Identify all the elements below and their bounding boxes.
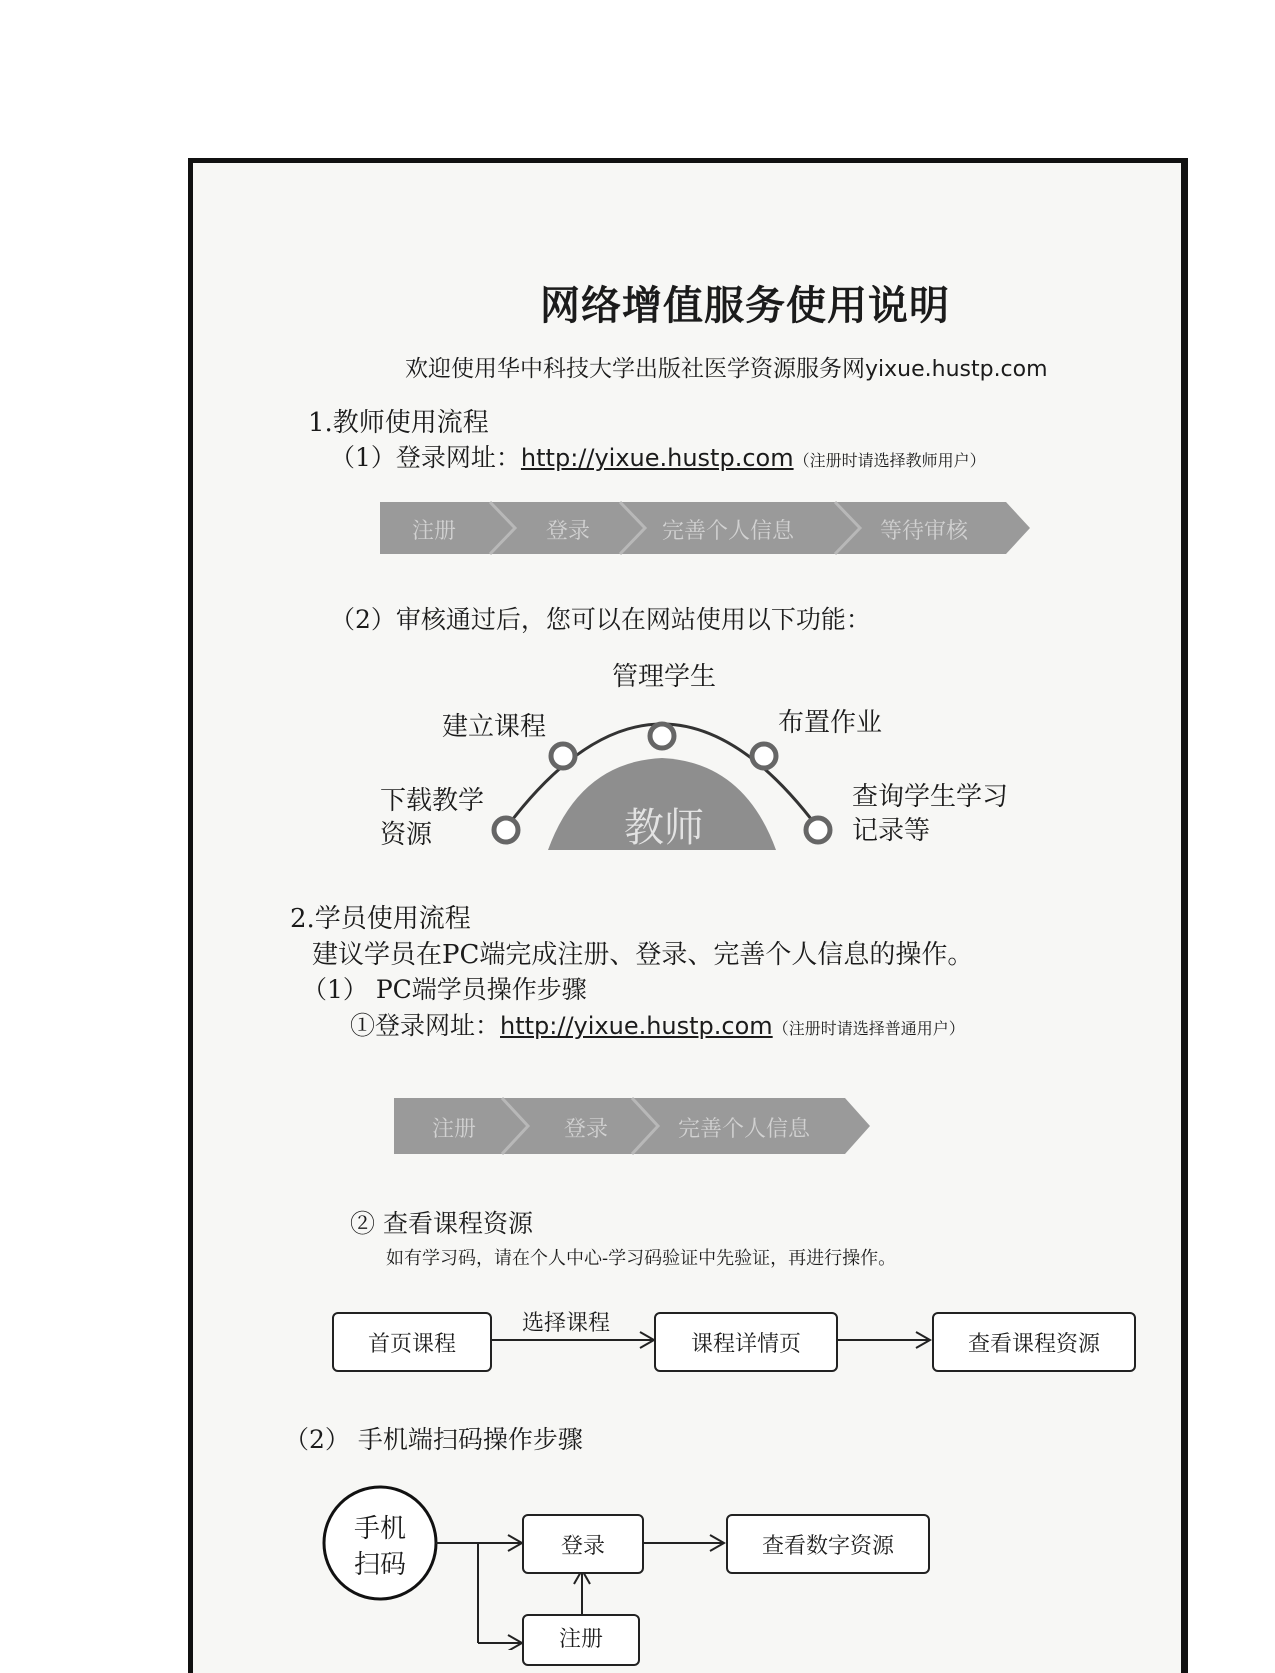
student-heading: 2.学员使用流程	[290, 904, 471, 934]
box-course-detail: 课程详情页	[654, 1312, 838, 1372]
scan-label-line1: 手机	[354, 1514, 407, 1544]
func-manage-students: 管理学生	[612, 662, 717, 692]
teacher-step1-note: （注册时请选择教师用户）	[793, 451, 986, 470]
box-view-digital-resources: 查看数字资源	[726, 1514, 930, 1574]
student-flow-step-login: 登录	[564, 1117, 609, 1142]
student-pc-step1	[350, 1006, 965, 1042]
student-flow-step-register: 注册	[432, 1117, 477, 1142]
teacher-center-label: 教师	[624, 805, 704, 851]
scan-label-line2: 扫码	[354, 1550, 407, 1580]
welcome-url: yixue.hustp.com	[865, 357, 1048, 382]
arc-node-top	[650, 724, 674, 748]
box-register: 注册	[522, 1614, 640, 1666]
box-view-course-resources: 查看课程资源	[932, 1312, 1136, 1372]
student-flow-step-profile: 完善个人信息	[678, 1117, 811, 1142]
teacher-flow-step-profile: 完善个人信息	[662, 519, 795, 544]
func-assign-homework: 布置作业	[778, 708, 883, 738]
arc-node-left	[494, 818, 518, 842]
teacher-step1-label: （1）登录网址：	[330, 443, 521, 472]
student-login-link[interactable]: http://yixue.hustp.com	[500, 1012, 773, 1040]
student-pc-step2: ② 查看课程资源	[350, 1209, 533, 1238]
teacher-heading: 1.教师使用流程	[308, 408, 489, 438]
page-title: 网络增值服务使用说明	[540, 283, 950, 329]
arrow-label-select-course: 选择课程	[522, 1311, 611, 1336]
func-download-line1: 下载教学	[380, 786, 485, 816]
func-query-line1: 查询学生学习	[852, 782, 1009, 812]
teacher-flow-step-register: 注册	[412, 519, 457, 544]
student-pc-heading: （1） PC端学员操作步骤	[302, 975, 587, 1004]
student-step1-note: （注册时请选择普通用户）	[772, 1019, 965, 1038]
arc-node-upper-left	[551, 744, 575, 768]
teacher-login-link[interactable]: http://yixue.hustp.com	[520, 444, 794, 472]
func-create-course: 建立课程	[442, 712, 547, 742]
student-intro: 建议学员在PC端完成注册、登录、完善个人信息的操作。	[312, 940, 974, 970]
student-mobile-heading: （2） 手机端扫码操作步骤	[284, 1425, 583, 1454]
box-home-courses: 首页课程	[332, 1312, 492, 1372]
teacher-step2: （2）审核通过后，您可以在网站使用以下功能：	[330, 605, 871, 634]
teacher-flow-step-review: 等待审核	[880, 519, 969, 544]
welcome-text: 欢迎使用华中科技大学出版社医学资源服务网	[405, 356, 865, 382]
func-download-line2: 资源	[380, 820, 433, 850]
arc-node-upper-right	[752, 744, 776, 768]
arc-node-right	[806, 818, 830, 842]
teacher-flow-step-login: 登录	[546, 519, 591, 544]
student-pc-step2-note: 如有学习码，请在个人中心-学习码验证中先验证，再进行操作。	[386, 1248, 897, 1269]
student-step1-label: ①登录网址：	[350, 1011, 501, 1040]
func-query-line2: 记录等	[852, 816, 931, 846]
box-login: 登录	[522, 1514, 644, 1574]
